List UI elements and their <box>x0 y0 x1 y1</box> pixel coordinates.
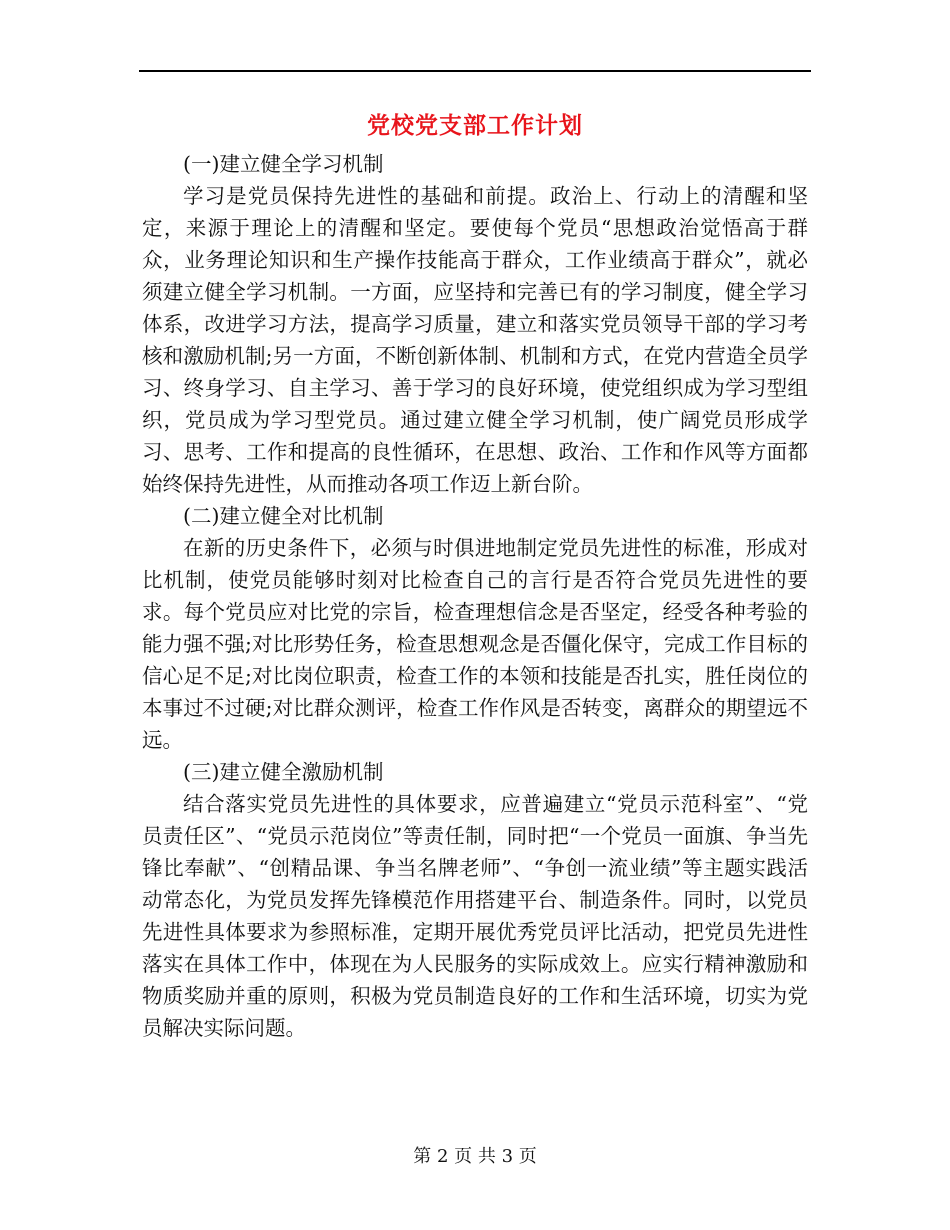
document-body <box>142 148 808 1044</box>
document-title: 党校党支部工作计划 <box>367 112 583 139</box>
section-1-heading: (一)建立健全学习机制 <box>183 152 384 176</box>
section-2-paragraph: 在新的历史条件下，必须与时俱进地制定党员先进性的标准，形成对比机制，使党员能够时刻对比检查自己的言行是否符合党员先进性的要求。每个党员应对比党的宗旨，检查理想信念是否坚定，经受各种考验的能力强不强;对比形势任务，检查思想观念是否僵化保守，完成工作目标的信心足不足;对比岗位职责，检查工作的本领和技能是否扎实，胜任岗位的本事过不过硬;对比群众测评，检查工作作风是否转变，离群众的期望远不远。 <box>142 536 808 752</box>
section-3-paragraph: 结合落实党员先进性的具体要求，应普遍建立“党员示范科室”、“党员责任区”、“党员示范岗位”等责任制，同时把“一个党员一面旗、争当先锋比奉献”、“创精品课、争当名牌老师”、“争创一流业绩”等主题实践活动常态化，为党员发挥先锋模范作用搭建平台、制造条件。同时，以党员先进性具体要求为参照标准，定期开展优秀党员评比活动，把党员先进性落实在具体工作中，体现在为人民服务的实际成效上。应实行精神激励和物质奖励并重的原则，积极为党员制造良好的工作和生活环境，切实为党员解决实际问题。 <box>142 792 808 1040</box>
header-rule <box>139 70 811 72</box>
section-2-heading: (二)建立健全对比机制 <box>183 504 384 528</box>
page-number-footer: 第 2 页 共 3 页 <box>413 1146 537 1167</box>
section-1-paragraph: 学习是党员保持先进性的基础和前提。政治上、行动上的清醒和坚定，来源于理论上的清醒和坚定。要使每个党员“思想政治觉悟高于群众，业务理论知识和生产操作技能高于群众，工作业绩高于群众”，就必须建立健全学习机制。一方面，应坚持和完善已有的学习制度，健全学习体系，改进学习方法，提高学习质量，建立和落实党员领导干部的学习考核和激励机制;另一方面，不断创新体制、机制和方式，在党内营造全员学习、终身学习、自主学习、善于学习的良好环境，使党组织成为学习型组织，党员成为学习型党员。通过建立健全学习机制，使广阔党员形成学习、思考、工作和提高的良性循环，在思想、政治、工作和作风等方面都始终保持先进性，从而推动各项工作迈上新台阶。 <box>142 184 808 496</box>
section-3-heading: (三)建立健全激励机制 <box>183 760 384 784</box>
